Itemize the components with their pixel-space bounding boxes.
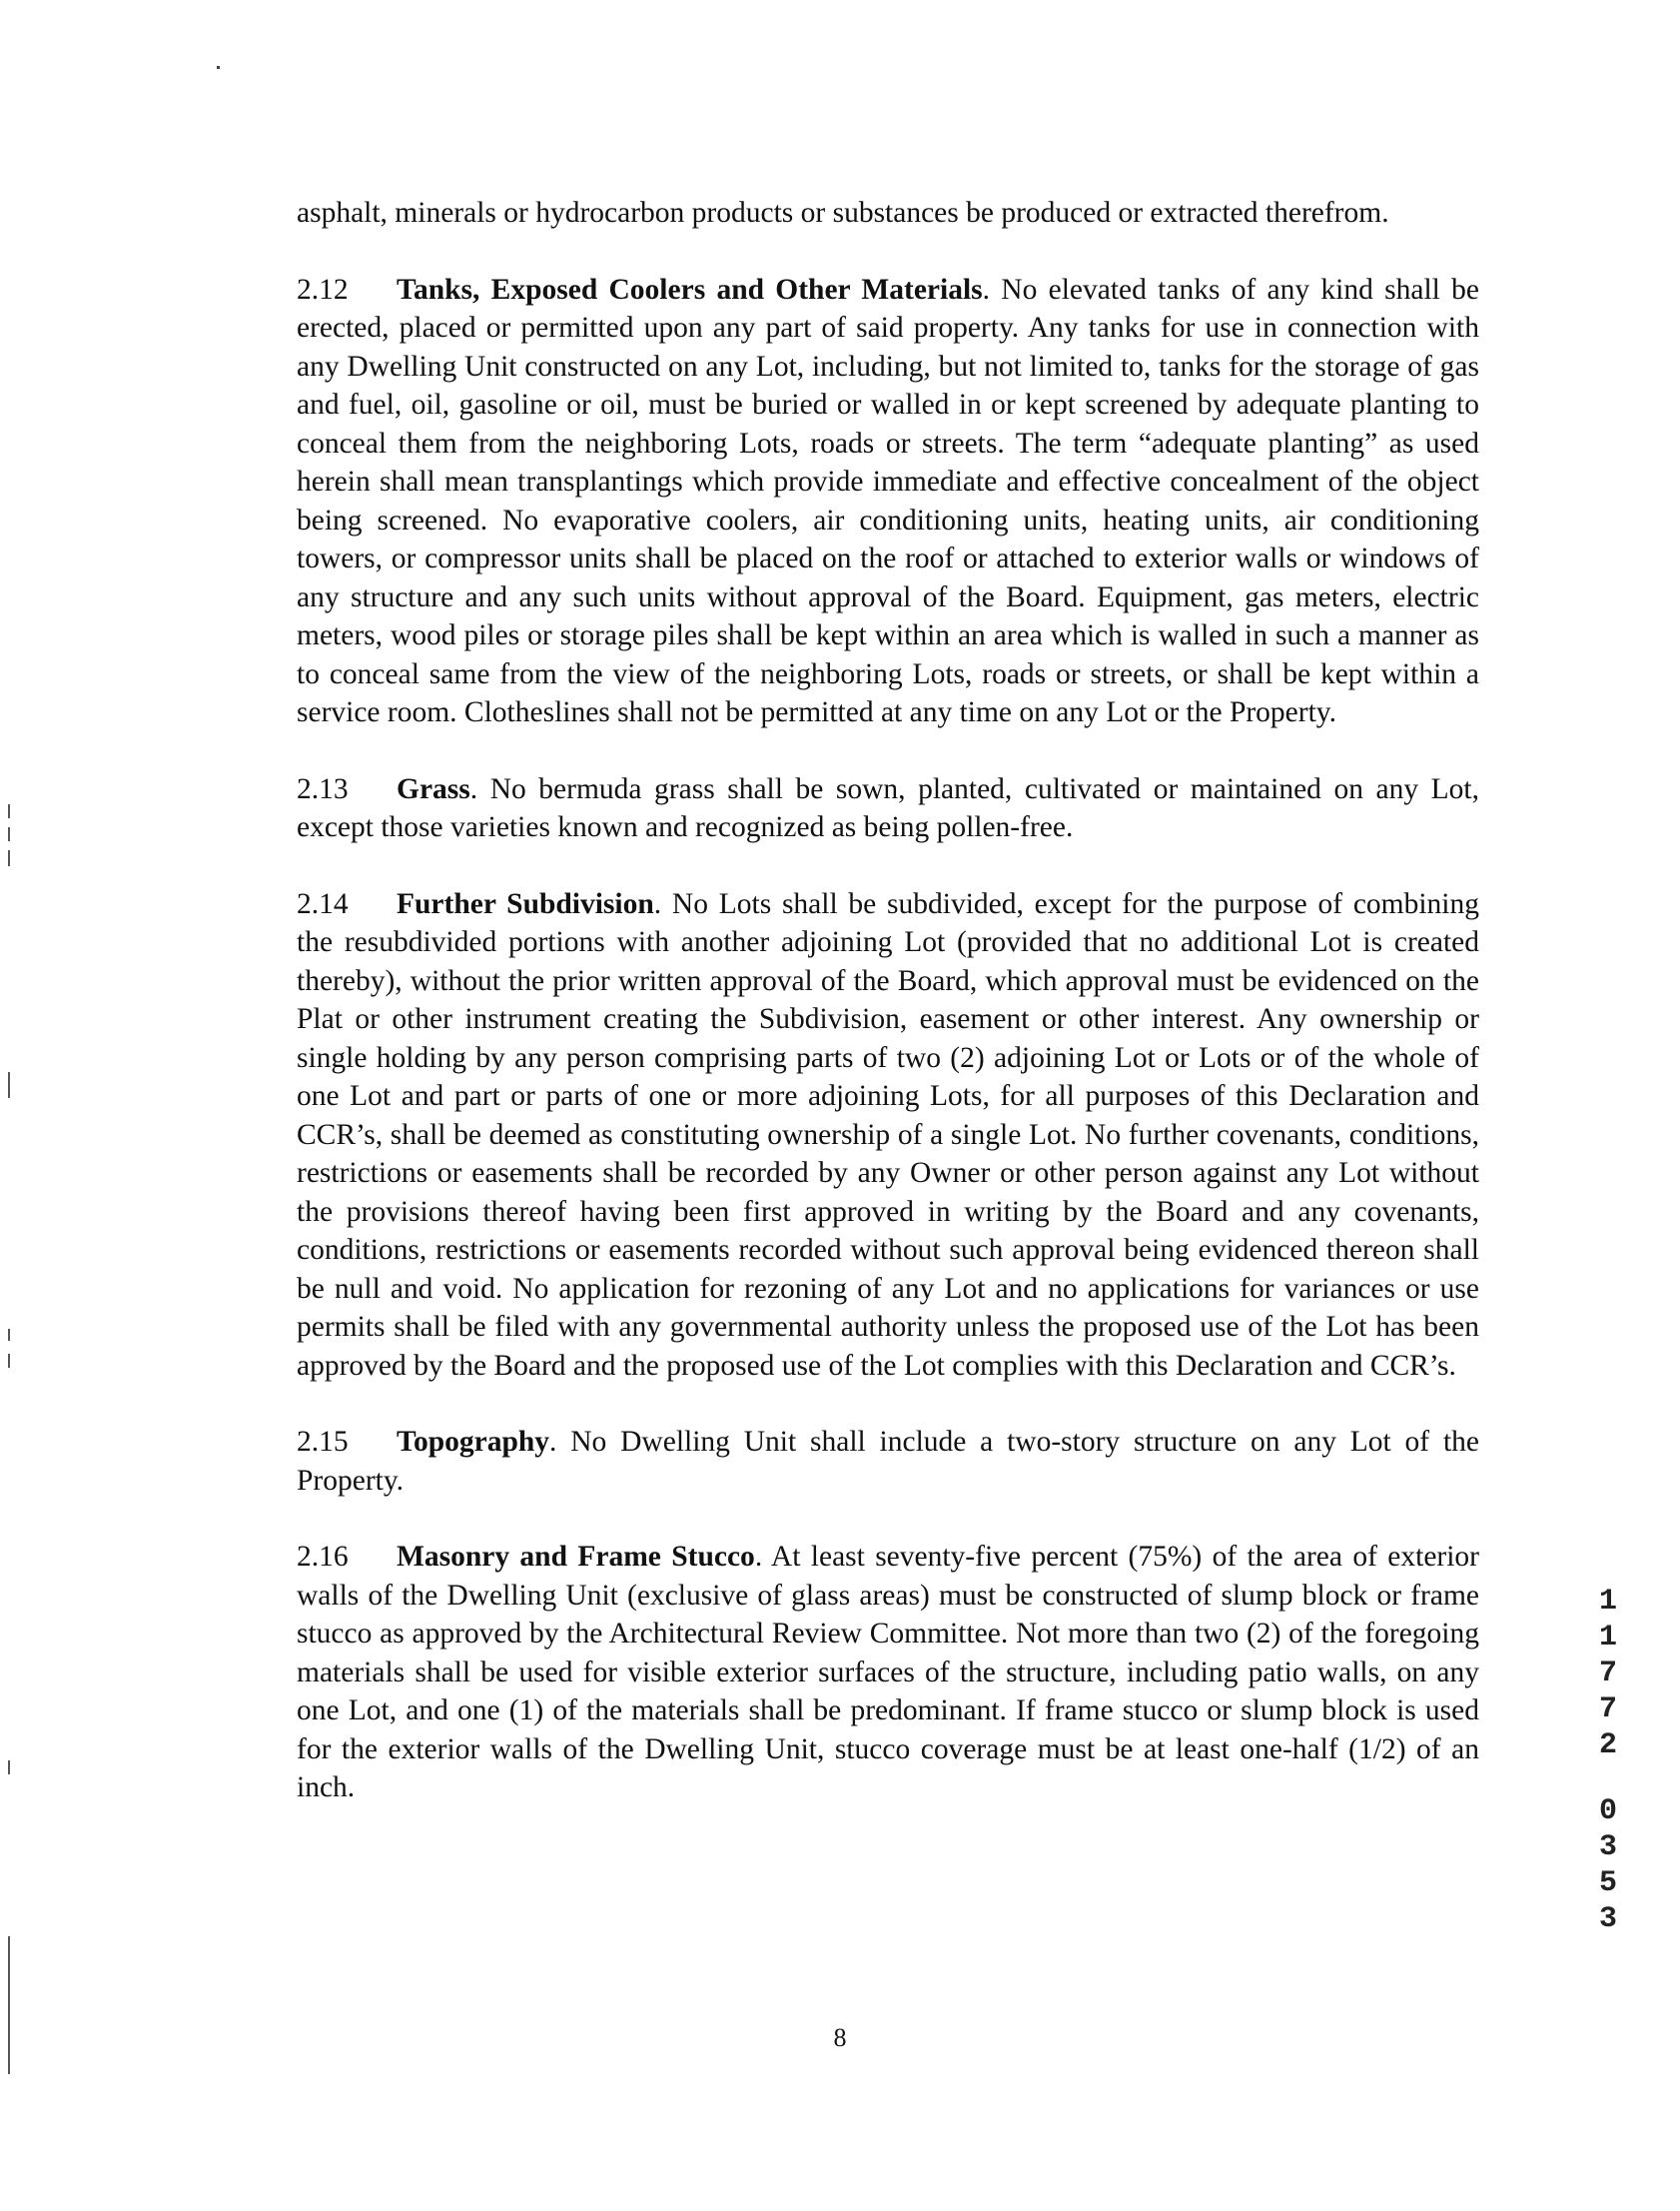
section-text: At least seventy-five percent (75%) of the area of exterior walls of the Dwelling Unit (exclusive of glass areas) must be constructed of slump block or frame stucco as approved by the Architectural Review Committee. Not more than two (2) of the foregoing materials shall be used for visible exterior surfaces of the structure, including patio walls, on any one Lot, and one (1) of the materials shall be predominant. If frame stucco or slump block is used for the exterior walls of the Dwelling Unit, stucco coverage must be at least one-half (1/2) of an inch. [297,1541,1480,1803]
stamp-digit: 7 [1598,1657,1617,1690]
section-text: No elevated tanks of any kind shall be erected, placed or permitted upon any part of said property. Any tanks for use in connection with any Dwelling Unit constructed on any Lot, including, but not limited to, tanks for the storage of gas and fuel, oil, gasoline or oil, must be buried or walled in or kept screened by adequate planting to conceal them from the neighboring Lots, roads or streets. The term “adequate planting” as used herein shall mean transplantings which provide immediate and effective concealment of the object being screened. No evaporative coolers, air conditioning units, heating units, air conditioning towers, or compressor units shall be placed on the roof or attached to exterior walls or windows of any structure and any such units without approval of the Board. Equipment, gas meters, electric meters, wood piles or storage piles shall be kept within an area which is walled in such a manner as to conceal same from the view of the neighboring Lots, roads or streets, or shall be kept within a service room. Clotheslines shall not be permitted at any time on any Lot or the Property. [297,273,1479,728]
margin-mark [8,850,10,866]
stamp-digit: 3 [1598,1902,1617,1936]
stamp-digit: 1 [1598,1621,1617,1655]
section-heading: Grass [397,772,470,805]
recording-stamp [1590,1584,1626,1937]
margin-mark [8,1936,10,2074]
section-number: 2.15 [297,1426,349,1458]
section-number: 2.13 [297,772,349,805]
margin-mark [8,1329,10,1341]
section-number: 2.12 [297,273,349,306]
stamp-digit: 7 [1598,1692,1617,1726]
stamp-digit: 1 [1598,1585,1617,1619]
section-number: 2.14 [297,887,349,920]
section-text: No Dwelling Unit shall include a two-story structure on any Lot of the Property. [297,1426,1479,1497]
section-2-14: 2.14 Further Subdivision. No Lots shall be subdivided, except for the purpose of combining the resubdivided portions with another adjoining Lot (provided that no additional Lot is created thereby), without the prior written approval of the Board, which approval must be evidenced on the Plat or other instrument creating the Subdivision, easement or other interest. Any ownership or single holding by any person comprising parts of two (2) adjoining Lot or Lots or of the whole of one Lot and part or parts of one or more adjoining Lots, for all purposes of this Declaration and CCR’s, shall be deemed as constituting ownership of a single Lot. No further covenants, conditions, restrictions or easements shall be recorded by any Owner or other person against any Lot without the provisions thereof having been first approved in writing by the Board and any covenants, conditions, restrictions or easements recorded without such approval being evidenced thereon shall be null and void. No application for rezoning of any Lot and no applications for variances or use permits shall be filed with any governmental authority unless the proposed use of the Lot has been approved by the Board and the proposed use of the Lot complies with this Declaration and CCR’s. [297,885,1479,1386]
margin-mark [8,804,10,818]
section-text: No Lots shall be subdivided, except for the purpose of combining the resubdivided portions with another adjoining Lot (provided that no additional Lot is created thereby), without the prior written approval of the Board, which approval must be evidenced on the Plat or other instrument creating the Subdivision, easement or other interest. Any ownership or single holding by any person comprising parts of two (2) adjoining Lot or Lots or of the whole of one Lot and part or parts of one or more adjoining Lots, for all purposes of this Declaration and CCR’s, shall be deemed as constituting ownership of a single Lot. No further covenants, conditions, restrictions or easements shall be recorded by any Owner or other person against any Lot without the provisions thereof having been first approved in writing by the Board and any covenants, conditions, restrictions or easements recorded without such approval being evidenced thereon shall be null and void. No application for rezoning of any Lot and no applications for variances or use permits shall be filed with any governmental authority unless the proposed use of the Lot has been approved by the Board and the proposed use of the Lot complies with this Declaration and CCR’s. [297,887,1480,1382]
section-heading: Further Subdivision [397,887,654,920]
margin-mark [8,827,10,841]
margin-mark [8,1760,10,1774]
section-heading: Masonry and Frame Stucco [397,1541,755,1573]
section-2-12: 2.12 Tanks, Exposed Coolers and Other Materials. No elevated tanks of any kind shall be erected, placed or permitted upon any part of said property. Any tanks for use in connection with any Dwelling Unit constructed on any Lot, including, but not limited to, tanks for the storage of gas and fuel, oil, gasoline or oil, must be buried or walled in or kept screened by adequate planting to conceal them from the neighboring Lots, roads or streets. The term “adequate planting” as used herein shall mean transplantings which provide immediate and effective concealment of the object being screened. No evaporative coolers, air conditioning units, heating units, air conditioning towers, or compressor units shall be placed on the roof or attached to exterior walls or windows of any structure and any such units without approval of the Board. Equipment, gas meters, electric meters, wood piles or storage piles shall be kept within an area which is walled in such a manner as to conceal same from the view of the neighboring Lots, roads or streets, or shall be kept within a service room. Clotheslines shall not be permitted at any time on any Lot or the Property. [297,271,1479,732]
stamp-digit: 5 [1598,1866,1617,1900]
stamp-digit: 0 [1598,1794,1617,1828]
section-text: No bermuda grass shall be sown, planted, cultivated or maintained on any Lot, except those varieties known and recognized as being pollen-free. [297,772,1480,843]
margin-mark [8,1072,10,1098]
section-2-15: 2.15 Topography. No Dwelling Unit shall include a two-story structure on any Lot of the Property. [297,1423,1479,1500]
stamp-digit: 2 [1598,1728,1617,1762]
section-2-13: 2.13 Grass. No bermuda grass shall be sown, planted, cultivated or maintained on any Lot, except those varieties known and recognized as being pollen-free. [297,770,1479,847]
document-body [297,194,1479,1845]
section-heading: Tanks, Exposed Coolers and Other Materials [397,273,983,306]
page-number: 8 [833,2023,847,2052]
intro-paragraph: asphalt, minerals or hydrocarbon products or substances be produced or extracted therefrom. [297,197,1389,229]
margin-mark [8,1354,10,1368]
section-number: 2.16 [297,1541,349,1573]
scan-speck [217,66,220,69]
section-2-16: 2.16 Masonry and Frame Stucco. At least seventy-five percent (75%) of the area of exterior walls of the Dwelling Unit (exclusive of glass areas) must be constructed of slump block or frame stucco as approved by the Architectural Review Committee. Not more than two (2) of the foregoing materials shall be used for visible exterior surfaces of the structure, including patio walls, on any one Lot, and one (1) of the materials shall be predominant. If frame stucco or slump block is used for the exterior walls of the Dwelling Unit, stucco coverage must be at least one-half (1/2) of an inch. [297,1538,1479,1807]
stamp-digit: 3 [1598,1830,1617,1864]
section-heading: Topography [397,1426,550,1458]
